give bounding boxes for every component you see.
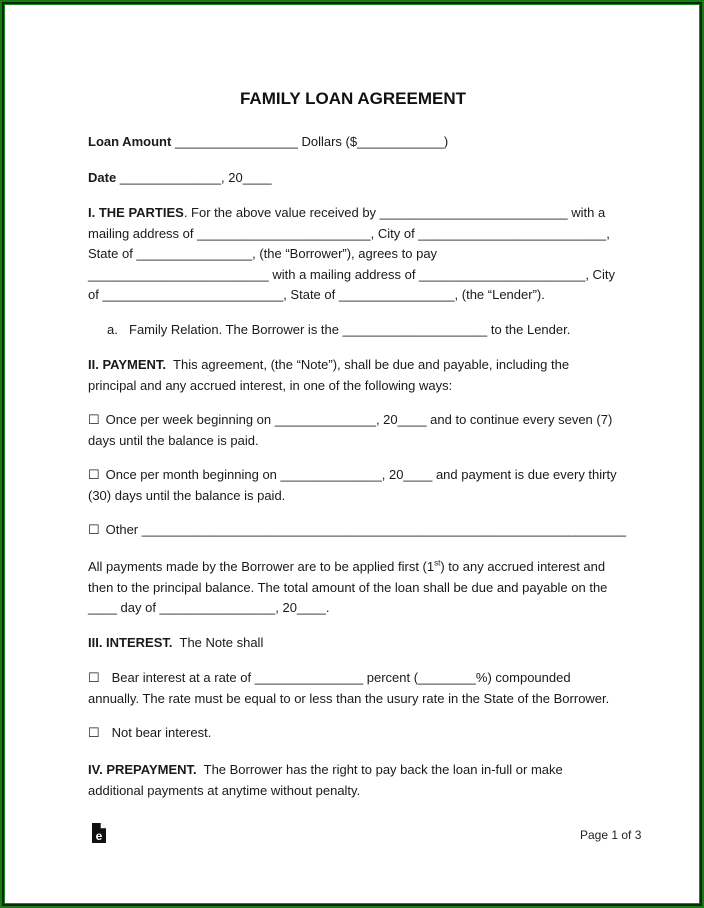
eforms-logo-icon (92, 823, 106, 843)
parties-line-3[interactable]: State of ________________, (the “Borrower”), agrees to pay (88, 246, 438, 261)
loan-amount-number-field[interactable]: ____________ (357, 134, 444, 149)
payment-intro: This agreement, (the “Note”), shall be due and payable, including the (173, 357, 570, 372)
relation-marker: a. (107, 322, 118, 337)
close-paren: ) (443, 134, 449, 149)
payment-line-1 (88, 355, 569, 376)
loan-amount-label: Loan Amount (88, 134, 172, 149)
interest-line (88, 633, 263, 654)
applied-superscript: st (434, 558, 441, 568)
parties-line-2[interactable]: mailing address of ________________________, City of __________________________, (88, 225, 610, 241)
dollars-text: Dollars ($ (301, 134, 358, 149)
document-title: FAMILY LOAN AGREEMENT (239, 89, 467, 108)
payment-option-other (88, 520, 626, 541)
payment-weekly-text[interactable]: Once per week beginning on ______________, 20____ and to continue every seven (7) (105, 412, 613, 427)
parties-line-5[interactable]: of _________________________, State of ________________, (the “Lender”). (88, 287, 545, 302)
payment-line-2: principal and any accrued interest, in one of the following ways: (88, 377, 453, 393)
payment-option-monthly (88, 465, 617, 486)
family-relation-line (107, 320, 570, 341)
parties-heading: I. THE PARTIES (88, 205, 184, 220)
interest-option-bear (88, 668, 571, 689)
interest-bear-text[interactable]: Bear interest at a rate of _______________ percent (________%) compounded (111, 670, 571, 685)
loan-amount-words-field[interactable]: _________________ (174, 134, 298, 149)
checkbox-bear-interest-icon[interactable]: ☐ (88, 670, 100, 685)
interest-bear-line-2: annually. The rate must be equal to or less than the usury rate in the State of the Borrower. (88, 690, 610, 706)
payment-option-weekly (88, 410, 612, 431)
payment-monthly-line-2: (30) days until the balance is paid. (88, 487, 286, 503)
parties-line-1 (88, 203, 605, 224)
payment-heading: II. PAYMENT. (88, 357, 167, 372)
parties-text[interactable]: . For the above value received by __________________________ with a (183, 205, 606, 220)
payment-monthly-text[interactable]: Once per month beginning on ______________, 20____ and payment is due every thirty (105, 467, 617, 482)
svg-text:e: e (95, 829, 103, 843)
applied-text-a: All payments made by the Borrower are to be applied first (1 (88, 559, 435, 574)
loan-amount-line (88, 132, 448, 153)
prepayment-line-1 (88, 760, 563, 781)
checkbox-weekly-icon[interactable]: ☐ (88, 412, 100, 427)
family-relation-text[interactable]: Family Relation. The Borrower is the ____________________ to the Lender. (129, 322, 571, 337)
date-line (88, 168, 272, 189)
applied-text-b: ) to any accrued interest and (440, 559, 606, 574)
interest-none-text: Not bear interest. (111, 725, 212, 740)
date-year-field[interactable]: ____ (242, 170, 272, 185)
prepayment-heading: IV. PREPAYMENT. (88, 762, 197, 777)
interest-intro: The Note shall (179, 635, 264, 650)
page-number: Page 1 of 3 (580, 828, 642, 842)
interest-option-none (88, 723, 211, 744)
applied-line-1 (88, 557, 605, 578)
year-prefix: , 20 (221, 170, 243, 185)
interest-heading: III. INTEREST. (88, 635, 173, 650)
parties-line-4[interactable]: _________________________ with a mailing address of _______________________, City (88, 266, 615, 282)
prepayment-text: The Borrower has the right to pay back the loan in-full or make (203, 762, 563, 777)
date-label: Date (88, 170, 117, 185)
checkbox-monthly-icon[interactable]: ☐ (88, 467, 100, 482)
payment-other-text[interactable]: Other ___________________________________________________________________ (105, 522, 627, 537)
date-field[interactable]: ______________ (119, 170, 222, 185)
applied-line-3[interactable]: ____ day of ________________, 20____. (88, 600, 330, 615)
payment-weekly-line-2: days until the balance is paid. (88, 432, 259, 448)
prepayment-line-2: additional payments at anytime without penalty. (88, 782, 361, 798)
checkbox-no-interest-icon[interactable]: ☐ (88, 725, 100, 740)
checkbox-other-icon[interactable]: ☐ (88, 522, 100, 537)
applied-line-2: then to the principal balance. The total amount of the loan shall be due and payable on the (88, 579, 608, 595)
